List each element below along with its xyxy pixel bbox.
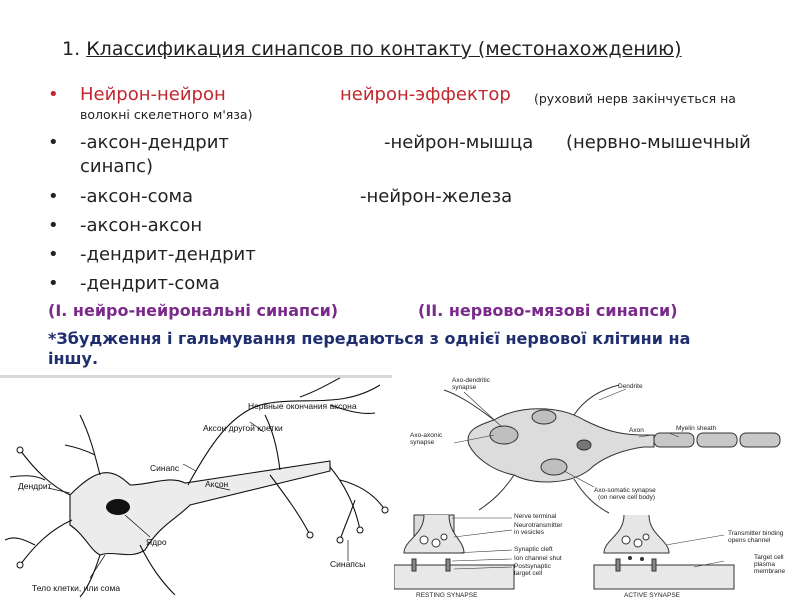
title-text: Классификация синапсов по контакту (местонахождению) (86, 38, 682, 60)
label-myelin: Myelin sheath (676, 425, 717, 432)
slide-title (62, 38, 682, 60)
neuromuscular-note: (нервно-мышечный (566, 132, 751, 153)
label-nucleus: Ядро (146, 537, 167, 547)
axon-dendrite: -аксон-дендрит (80, 132, 229, 153)
category-neuro-muscular: (II. нервово-мязові синапси) (418, 301, 678, 320)
bullet-dot: • (48, 132, 59, 153)
label-opens-channel: opens channel (728, 537, 771, 544)
type-neuron-effector: нейрон-эффектор (340, 84, 511, 105)
label-other-axon: Аксон другой клетки (203, 423, 283, 433)
title-number: 1. (62, 38, 81, 60)
label-neurotransmitter: Neurotransmitter (514, 522, 563, 529)
note-line-1: *Збудження і гальмування передаються з однієї нервової клітини на (48, 329, 691, 348)
label-axo-dendritic: Axo-dendritic (452, 377, 490, 384)
bullet-dot: • (48, 186, 59, 207)
label-postsynaptic: Postsynaptic (514, 563, 551, 570)
label-axo-axonic: Axo-axonic (410, 432, 443, 439)
effector-note-line1: (руховий нерв закінчується на (534, 91, 736, 106)
bullet-dot: • (48, 84, 59, 105)
label-synaptic-cleft: Synaptic cleft (514, 546, 553, 553)
category-neuro-neuronal: (I. нейро-нейрональні синапси) (48, 301, 339, 320)
label-target-cell-plasma: Target cell (754, 554, 784, 561)
label-nerve-terminal: Nerve terminal (514, 513, 557, 520)
label-resting-synapse: RESTING SYNAPSE (416, 592, 478, 599)
label-axo-somatic: Axo-somatic synapse (594, 487, 656, 494)
label-target-cell: target cell (514, 570, 543, 577)
dendrite-soma: -дендрит-сома (80, 273, 220, 294)
label-synapse: Синапс (150, 463, 180, 473)
label-transmitter-binding: Transmitter binding (728, 530, 784, 537)
nucleus-shape (106, 499, 130, 515)
neuron-gland: -нейрон-железа (360, 186, 513, 207)
label-dendrite: Дендрит (18, 481, 52, 491)
neuron-muscle: -нейрон-мышца (384, 132, 534, 153)
neuron-figure (0, 375, 395, 600)
label-on-cell-body: (on nerve cell body) (598, 494, 656, 501)
bullet-dot: • (48, 244, 59, 265)
label-ion-channel-shut: Ion channel shut (514, 555, 562, 562)
effector-note-line2: волокні скелетного м'яза) (80, 107, 253, 122)
bullet-dot: • (48, 215, 59, 236)
axon-axon: -аксон-аксон (80, 215, 203, 236)
label-plasma: plasma (754, 561, 775, 568)
note-line-2: іншу. (48, 349, 99, 368)
label-axon-en: Axon (629, 427, 644, 434)
label-active-synapse: ACTIVE SYNAPSE (624, 592, 680, 599)
synapse-types-figure (394, 375, 800, 600)
bullet-dot: • (48, 273, 59, 294)
label-axo-axonic-synapse: synapse (410, 439, 435, 446)
axon-soma: -аксон-сома (80, 186, 194, 207)
label-dendrite-en: Dendrite (618, 383, 643, 390)
label-synapses: Синапсы (330, 559, 366, 569)
label-membrane: membrane (754, 568, 786, 575)
synapse-continuation: синапс) (80, 156, 154, 177)
label-soma: Тело клетки, или сома (32, 583, 121, 593)
type-neuron-neuron: Нейрон-нейрон (80, 84, 226, 105)
label-axo-dendritic-synapse: synapse (452, 384, 477, 391)
label-in-vesicles: in vesicles (514, 529, 544, 536)
label-axon-endings: Нервные окончания аксона (248, 401, 357, 411)
dendrite-dendrite: -дендрит-дендрит (80, 244, 256, 265)
label-axon: Аксон (205, 479, 229, 489)
